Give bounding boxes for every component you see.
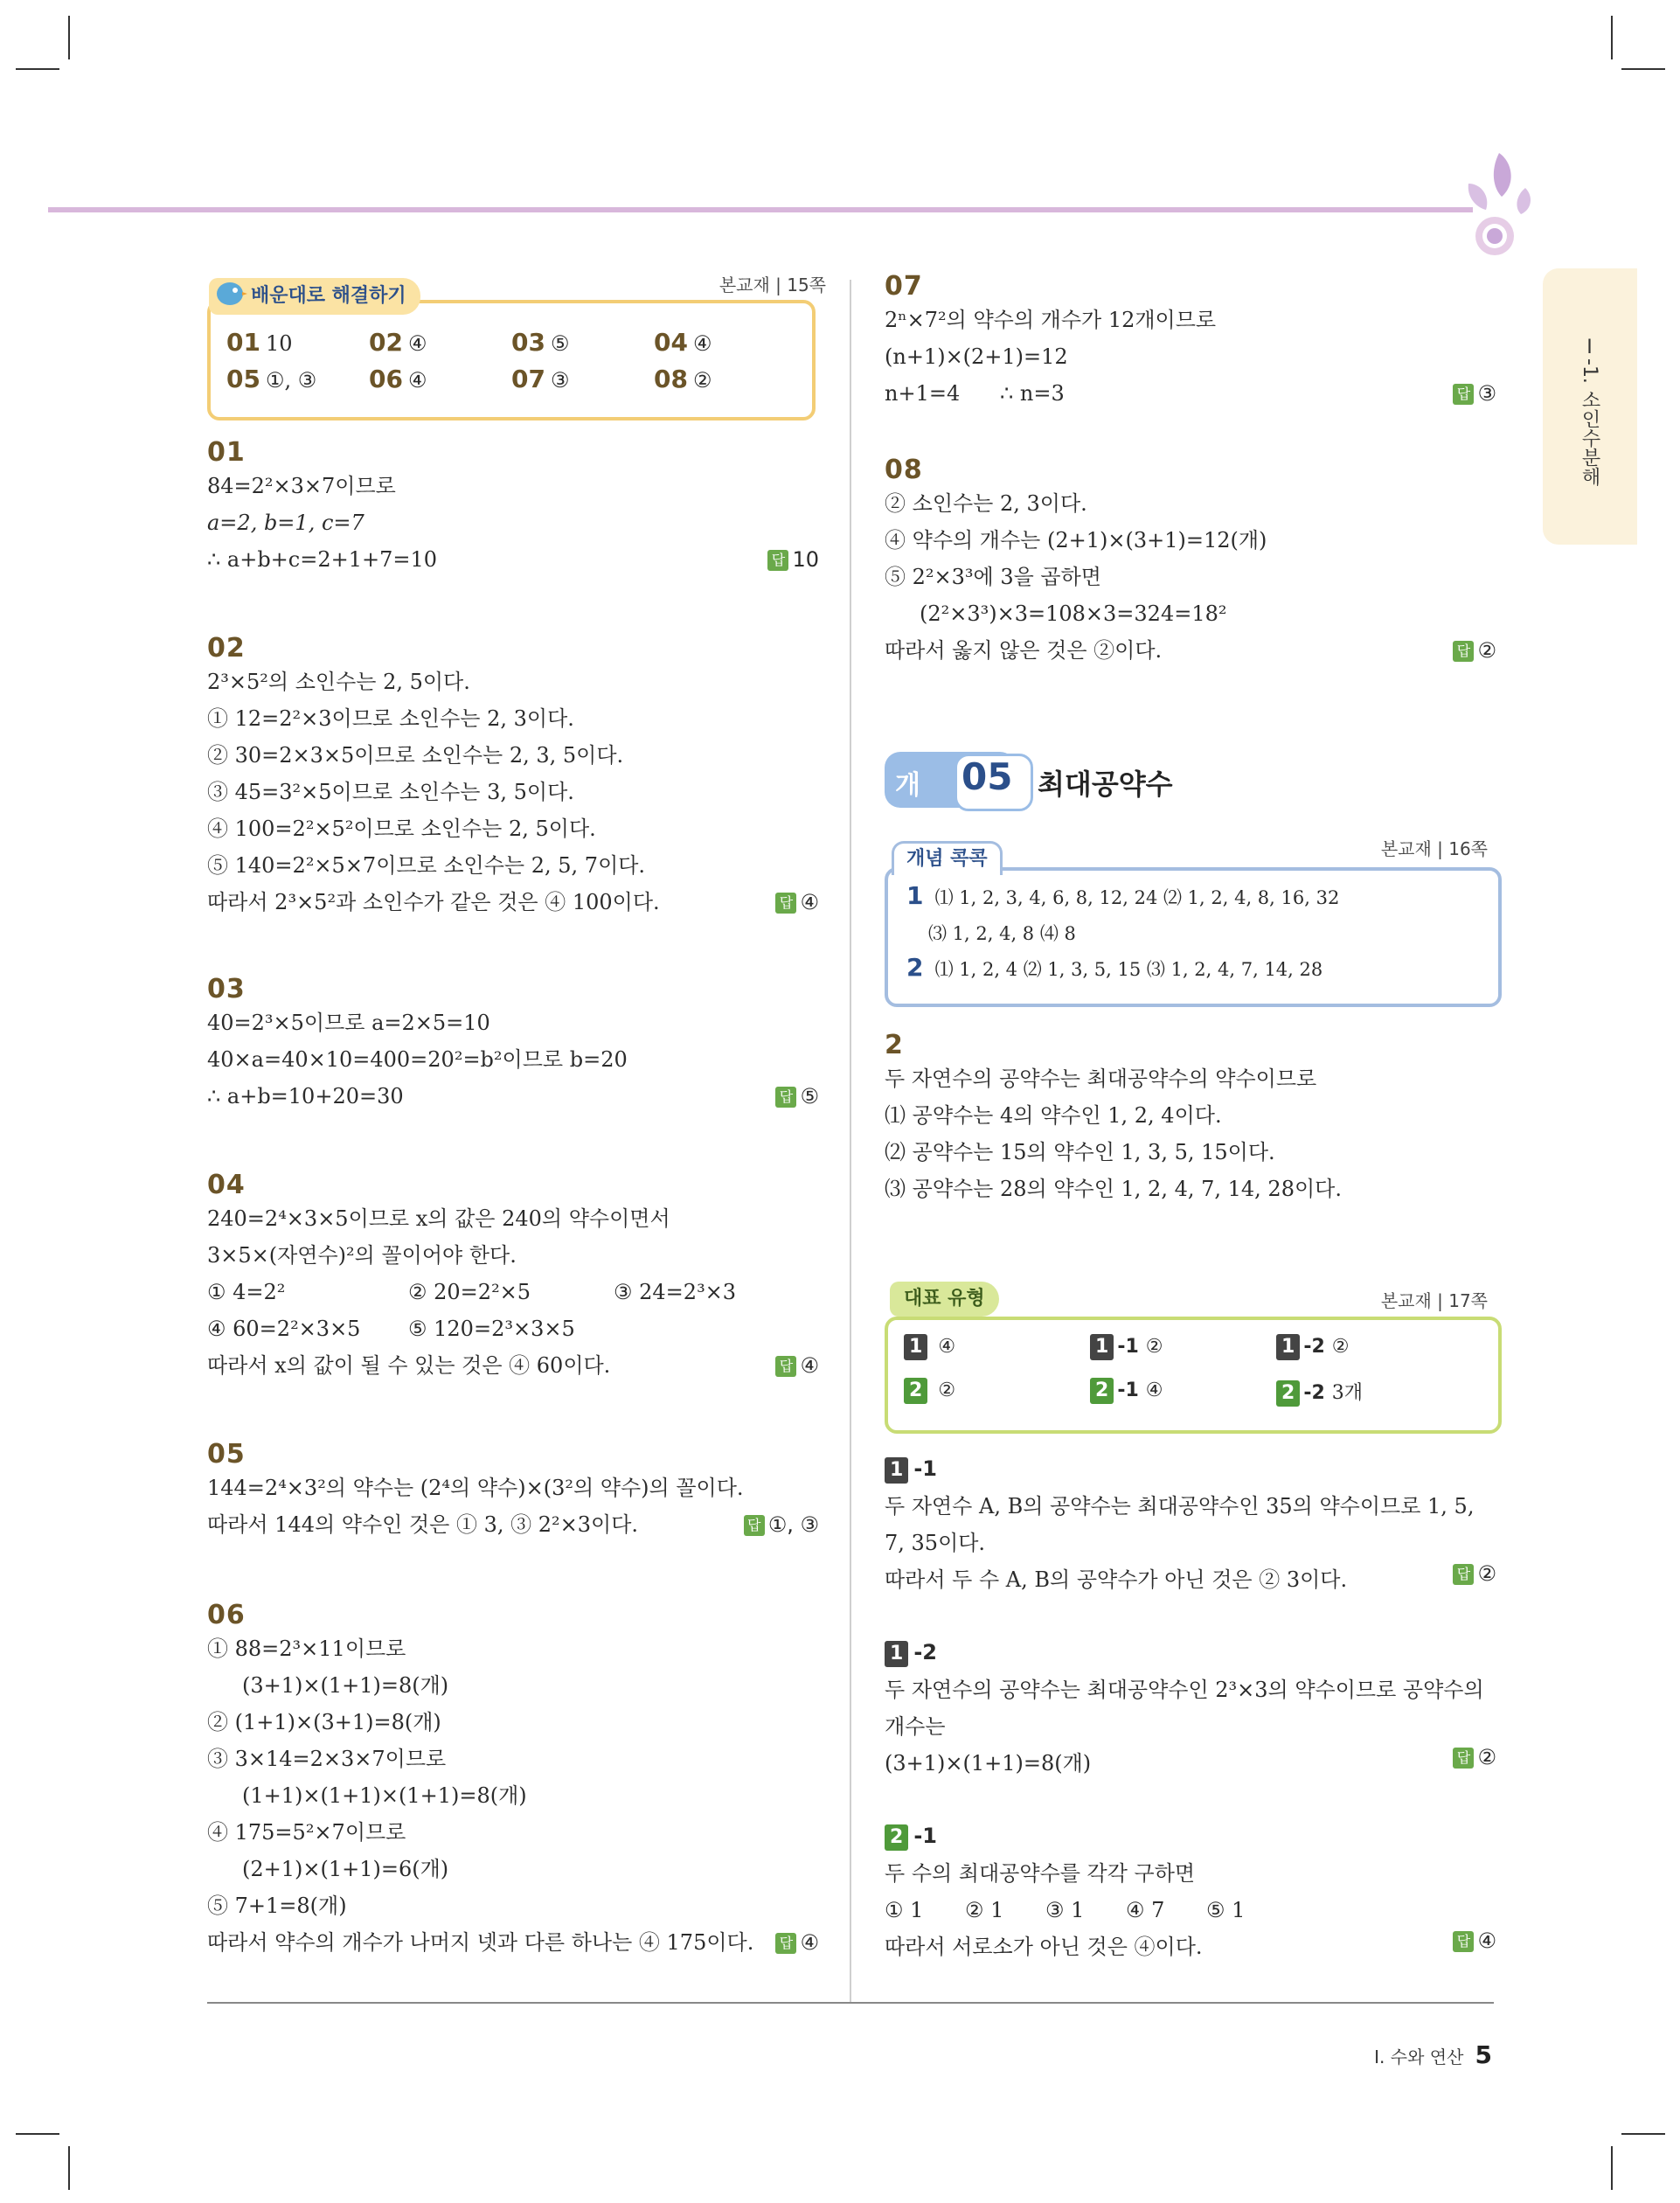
answer-icon: 답 (1453, 384, 1474, 405)
r11-answer (1453, 1561, 1496, 1586)
answer-icon: 답 (1453, 1748, 1474, 1769)
q01-line: 84=2²×3×7이므로 (207, 474, 396, 498)
q06-line: 따라서 약수의 개수가 나머지 넷과 다른 하나는 ④ 175이다. (207, 1930, 754, 1955)
rep-answer-cell (1090, 1334, 1163, 1360)
answer-icon: 답 (1453, 1564, 1474, 1585)
r21-conclusion: 따라서 서로소가 아닌 것은 ④이다. (885, 1935, 1203, 1959)
r12-sub: -2 (913, 1640, 937, 1664)
q08-answer (1453, 638, 1496, 663)
r12-tag: 1 (885, 1641, 908, 1667)
review-answer-cell (369, 328, 427, 357)
review-answer-value: ③ (550, 368, 570, 393)
answer-icon: 답 (775, 1356, 796, 1377)
rep-answer-box (885, 1317, 1502, 1434)
page-number: 5 (1475, 2040, 1492, 2069)
q06-line: ③ 3×14=2×3×7이므로 (207, 1747, 447, 1771)
crop-mark (1621, 2133, 1665, 2135)
r12-block (885, 1640, 1496, 1782)
column-divider (850, 280, 851, 2004)
review-answer-cell (369, 365, 427, 393)
q08-line: ⑤ 2²×3³에 3을 곱하면 (885, 565, 1101, 589)
r12-line: 두 자연수의 공약수는 최대공약수인 2³×3의 약수이므로 공약수의 (885, 1678, 1484, 1702)
rep-answer-tag: 2 (1090, 1378, 1114, 1404)
concept-number: 05 (961, 755, 1013, 798)
rep-answer-cell (904, 1378, 955, 1404)
q06-line: (1+1)×(1+1)×(1+1)=8(개) (242, 1783, 527, 1808)
q04-option: ⑤ 120=2³×3×5 (408, 1317, 575, 1341)
review-answer-number: 03 (511, 328, 545, 357)
r21-tag: 2 (885, 1824, 908, 1851)
r11-line: 두 자연수 A, B의 공약수는 최대공약수인 35의 약수이므로 1, 5, (885, 1494, 1475, 1518)
review-source: 본교재 | 15쪽 (719, 275, 826, 295)
r11-line: 7, 35이다. (885, 1531, 986, 1555)
q06-answer (775, 1930, 819, 1955)
q05-number: 05 (207, 1439, 246, 1470)
q06-line: ② (1+1)×(3+1)=8(개) (207, 1710, 441, 1734)
q06-number: 06 (207, 1600, 246, 1630)
r21-sub: -1 (913, 1824, 937, 1848)
q07-line: n+1=4 ∴ n=3 (885, 381, 1065, 406)
q08-line: 따라서 옳지 않은 것은 ②이다. (885, 638, 1163, 663)
review-answer-value: ④ (692, 331, 712, 356)
rep-answer-cell (1276, 1334, 1350, 1360)
q03-line: ∴ a+b=10+20=30 (207, 1084, 404, 1108)
q06-line: (2+1)×(1+1)=6(개) (242, 1857, 449, 1881)
q08-line: ② 소인수는 2, 3이다. (885, 491, 1087, 516)
answer-icon: 답 (775, 1087, 796, 1108)
q06-block (207, 1600, 819, 1961)
rep-badge: 대표 유형 (890, 1282, 999, 1317)
q07-answer-value: ③ (1477, 381, 1496, 406)
bird-icon (212, 271, 247, 309)
review-answer-value: ④ (407, 368, 427, 393)
review-answer-number: 01 (226, 328, 260, 357)
footer (1374, 2040, 1492, 2069)
r12-line: 개수는 (885, 1714, 946, 1739)
q03-line: 40×a=40×10=400=20²=b²이므로 b=20 (207, 1047, 628, 1072)
q01-number: 01 (207, 437, 246, 468)
q06-line: ④ 175=5²×7이므로 (207, 1820, 406, 1845)
q08-line: ④ 약수의 개수는 (2+1)×(3+1)=12(개) (885, 528, 1267, 552)
q02-line: ② 30=2×3×5이므로 소인수는 2, 3, 5이다. (207, 743, 624, 768)
r21-options (885, 1892, 1496, 1928)
q02-line: 따라서 2³×5²과 소인수가 같은 것은 ④ 100이다. (207, 890, 660, 914)
rep-answer-tag: 1 (1090, 1334, 1114, 1360)
q04-answer-value: ④ (800, 1353, 819, 1378)
q02-line: ① 12=2²×3이므로 소인수는 2, 3이다. (207, 706, 574, 731)
r21-option: ④ 7 (1126, 1898, 1165, 1922)
q06-line: ⑤ 7+1=8(개) (207, 1894, 347, 1918)
concept-box-badge: 개념 콕콕 (892, 841, 1003, 875)
q02-block (207, 633, 819, 921)
r21-line: 두 수의 최대공약수를 각각 구하면 (885, 1861, 1196, 1886)
q04-option: ① 4=2² (207, 1280, 286, 1304)
crop-mark (16, 2133, 59, 2135)
q07-number: 07 (885, 271, 923, 302)
concept-item-number: 2 (906, 953, 924, 982)
rep-answer-sub: -2 (1303, 1336, 1325, 1358)
q04-option: ③ 24=2³×3 (614, 1280, 737, 1304)
crop-mark (68, 16, 70, 59)
rep-answer-sub: -2 (1303, 1382, 1325, 1404)
q01-line: ∴ a+b+c=2+1+7=10 (207, 547, 438, 572)
q06-answer-value: ④ (800, 1930, 819, 1955)
rep-source: 본교재 | 17쪽 (1380, 1290, 1488, 1311)
q05-block (207, 1439, 819, 1543)
q04-line: 240=2⁴×3×5이므로 x의 값은 240의 약수이면서 (207, 1206, 670, 1231)
q2-line: ⑴ 공약수는 4의 약수인 1, 2, 4이다. (885, 1103, 1222, 1128)
q01-answer-value: 10 (792, 547, 819, 572)
review-answer-number: 05 (226, 365, 260, 393)
r21-option: ⑤ 1 (1206, 1898, 1246, 1922)
review-answer-cell (654, 365, 712, 393)
q04-block (207, 1170, 819, 1384)
header-rule (48, 207, 1473, 212)
q2-block (885, 1030, 1496, 1207)
q02-answer (775, 890, 819, 914)
q04-answer (775, 1353, 819, 1378)
rep-answer-cell (1090, 1378, 1163, 1404)
q02-line: 2³×5²의 소인수는 2, 5이다. (207, 670, 470, 694)
review-answer-number: 06 (369, 365, 403, 393)
review-answer-value: ② (692, 368, 712, 393)
q06-line: (3+1)×(1+1)=8(개) (242, 1673, 449, 1698)
review-answer-number: 02 (369, 328, 403, 357)
q04-options-row (207, 1310, 819, 1347)
r11-sub: -1 (913, 1456, 937, 1481)
q2-line: ⑶ 공약수는 28의 약수인 1, 2, 4, 7, 14, 28이다. (885, 1177, 1342, 1201)
q04-number: 04 (207, 1170, 246, 1200)
review-answer-cell (511, 328, 569, 357)
q05-answer-value: ①, ③ (767, 1512, 819, 1537)
q03-block (207, 974, 819, 1115)
q08-number: 08 (885, 455, 923, 485)
review-badge-label: 배운대로 해결하기 (251, 285, 406, 307)
q02-line: ⑤ 140=2²×5×7이므로 소인수는 2, 5, 7이다. (207, 853, 646, 878)
q04-line: 3×5×(자연수)²의 꼴이어야 한다. (207, 1243, 517, 1268)
q03-answer (775, 1084, 819, 1108)
rep-answer-value: 3개 (1331, 1382, 1364, 1404)
concept-row-2 (906, 953, 1322, 982)
review-answer-box (207, 300, 816, 420)
review-answer-value: ④ (407, 331, 427, 356)
review-answer-value: ①, ③ (265, 368, 317, 393)
crop-mark (1611, 2146, 1613, 2190)
concept-badge-label: 개념 (895, 770, 920, 839)
rep-answer-sub: -1 (1117, 1379, 1139, 1401)
crop-mark (1611, 16, 1613, 59)
rep-answer-tag: 1 (1276, 1334, 1300, 1360)
answer-icon: 답 (767, 550, 788, 571)
q03-line: 40=2³×5이므로 a=2×5=10 (207, 1011, 490, 1035)
rep-answer-value: ④ (1145, 1379, 1163, 1401)
crop-mark (1621, 68, 1665, 70)
r21-option: ③ 1 (1045, 1898, 1085, 1922)
r11-tag: 1 (885, 1457, 908, 1484)
review-answer-value: ⑤ (550, 331, 570, 356)
r12-answer (1453, 1745, 1496, 1769)
q08-line: (2²×3³)×3=108×3=324=18² (920, 601, 1227, 626)
r11-answer-value: ② (1477, 1561, 1496, 1586)
q2-number: 2 (885, 1030, 904, 1060)
r21-option: ② 1 (965, 1898, 1004, 1922)
review-answer-cell (654, 328, 712, 357)
q02-number: 02 (207, 633, 246, 664)
review-answer-number: 08 (654, 365, 688, 393)
q03-answer-value: ⑤ (800, 1084, 819, 1108)
concept-item-text: ⑴ 1, 2, 3, 4, 6, 8, 12, 24 ⑵ 1, 2, 4, 8, 16, 32 (934, 887, 1340, 908)
review-answer-value: 10 (265, 331, 293, 356)
concept-source: 본교재 | 16쪽 (1380, 838, 1488, 859)
q07-line: 2ⁿ×7²의 약수의 개수가 12개이므로 (885, 308, 1217, 332)
concept-title: 최대공약수 (1038, 768, 1173, 801)
q01-block (207, 437, 819, 578)
q04-option: ② 20=2²×5 (408, 1280, 531, 1304)
footer-section: Ⅰ. 수와 연산 (1374, 2047, 1464, 2067)
q06-line: ① 88=2³×11이므로 (207, 1637, 406, 1661)
concept-item-number: 1 (906, 881, 924, 910)
footer-rule (207, 2002, 1494, 2004)
q02-line: ③ 45=3²×5이므로 소인수는 3, 5이다. (207, 780, 574, 804)
rep-answer-cell (904, 1334, 955, 1360)
q08-answer-value: ② (1477, 638, 1496, 663)
rep-answer-tag: 1 (904, 1334, 927, 1360)
r21-answer-value: ④ (1477, 1928, 1496, 1953)
rep-answer-tag: 2 (1276, 1380, 1300, 1407)
q02-answer-value: ④ (800, 890, 819, 914)
q04-option: ④ 60=2²×3×5 (207, 1317, 361, 1341)
q01-answer (767, 547, 819, 572)
rep-answer-value: ④ (938, 1336, 956, 1358)
concept-row-1b: ⑶ 1, 2, 4, 8 ⑷ 8 (928, 923, 1076, 944)
rep-answer-sub: -1 (1117, 1336, 1139, 1358)
q08-block (885, 455, 1496, 669)
flourish-icon (1451, 144, 1538, 267)
q07-line: (n+1)×(2+1)=12 (885, 344, 1068, 369)
r21-answer (1453, 1928, 1496, 1953)
rep-answer-value: ② (1331, 1336, 1350, 1358)
review-answer-cell (226, 328, 293, 357)
r12-answer-value: ② (1477, 1745, 1496, 1769)
rep-answer-cell (1276, 1378, 1363, 1407)
rep-answer-value: ② (938, 1379, 956, 1401)
answer-icon: 답 (1453, 1931, 1474, 1952)
r11-block (885, 1456, 1496, 1598)
crop-mark (16, 68, 59, 70)
q02-line: ④ 100=2²×5²이므로 소인수는 2, 5이다. (207, 817, 596, 841)
chapter-side-label: Ⅰ-1. 소인수분해 (1579, 337, 1600, 486)
review-answer-number: 04 (654, 328, 688, 357)
q03-number: 03 (207, 974, 246, 1004)
q07-block (885, 271, 1496, 412)
concept-item-text: ⑴ 1, 2, 4 ⑵ 1, 3, 5, 15 ⑶ 1, 2, 4, 7, 14, 28 (934, 959, 1323, 980)
review-answer-cell (511, 365, 569, 393)
q2-line: ⑵ 공약수는 15의 약수인 1, 3, 5, 15이다. (885, 1140, 1275, 1164)
q05-line: 따라서 144의 약수인 것은 ① 3, ③ 2²×3이다. (207, 1512, 639, 1537)
concept-row-1 (906, 881, 1339, 910)
review-answer-cell (226, 365, 316, 393)
q04-options-row (207, 1274, 819, 1310)
q2-line: 두 자연수의 공약수는 최대공약수의 약수이므로 (885, 1067, 1317, 1091)
q04-conclusion: 따라서 x의 값이 될 수 있는 것은 ④ 60이다. (207, 1353, 611, 1378)
q05-line: 144=2⁴×3²의 약수는 (2⁴의 약수)×(3²의 약수)의 꼴이다. (207, 1476, 744, 1500)
review-answer-number: 07 (511, 365, 545, 393)
r11-line: 따라서 두 수 A, B의 공약수가 아닌 것은 ② 3이다. (885, 1567, 1348, 1592)
answer-icon: 답 (775, 893, 796, 914)
answer-icon: 답 (744, 1515, 765, 1536)
r21-option: ① 1 (885, 1898, 924, 1922)
crop-mark (68, 2146, 70, 2190)
rep-answer-tag: 2 (904, 1378, 927, 1404)
rep-answer-value: ② (1145, 1336, 1163, 1358)
q07-answer (1453, 381, 1496, 406)
answer-icon: 답 (775, 1933, 796, 1954)
q01-line: a=2, b=1, c=7 (207, 511, 364, 535)
answer-icon: 답 (1453, 641, 1474, 662)
q05-answer (744, 1512, 819, 1537)
r12-line: (3+1)×(1+1)=8(개) (885, 1751, 1092, 1776)
r21-block (885, 1824, 1496, 1965)
